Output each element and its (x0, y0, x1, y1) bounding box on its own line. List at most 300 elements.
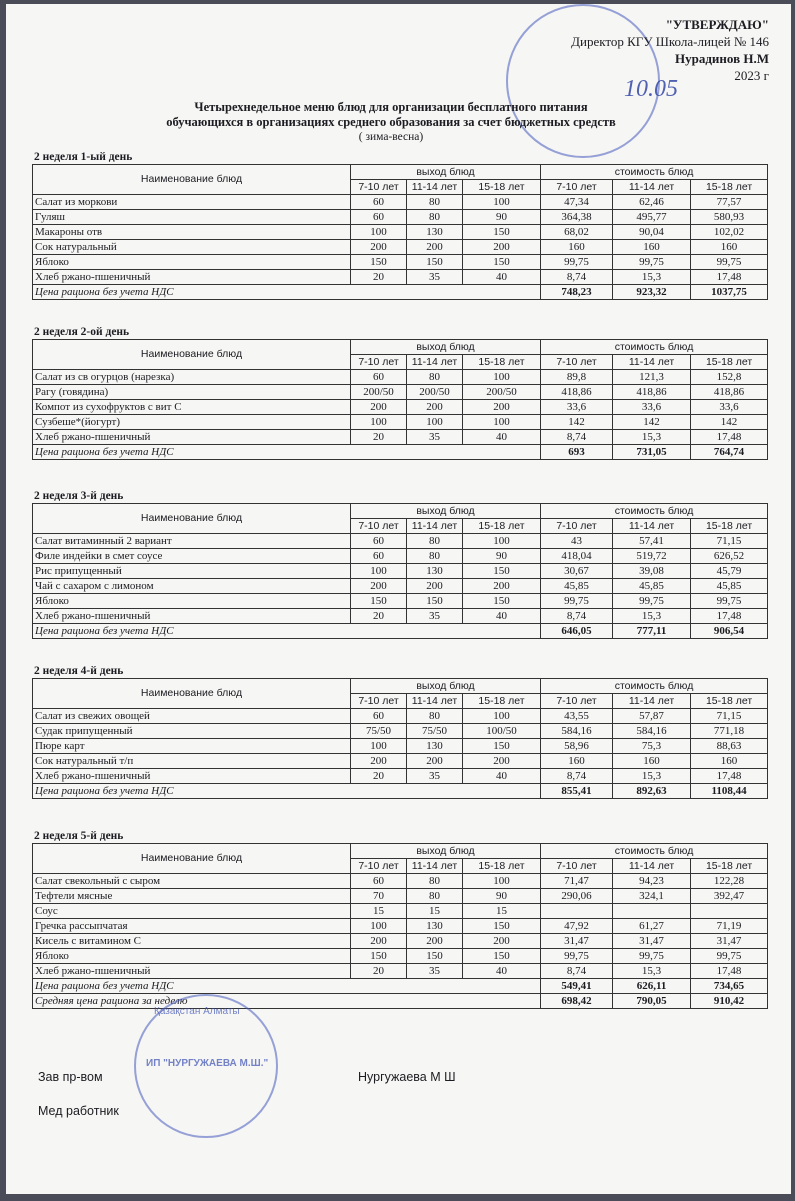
menu-table (32, 164, 768, 300)
dish-yield: 80 (407, 210, 463, 225)
dish-name: Гуляш (33, 210, 351, 225)
age-header: 11-14 лет (613, 519, 691, 534)
total-cost: 790,05 (613, 994, 691, 1009)
col-header-cost: стоимость блюд (541, 340, 768, 355)
dish-cost: 75,3 (613, 739, 691, 754)
dish-cost: 99,75 (541, 255, 613, 270)
dish-cost: 45,85 (613, 579, 691, 594)
dish-yield: 60 (351, 210, 407, 225)
dish-cost: 99,75 (691, 255, 768, 270)
col-header-yield: выход блюд (351, 679, 541, 694)
dish-cost: 45,79 (691, 564, 768, 579)
dish-cost: 33,6 (613, 400, 691, 415)
dish-cost: 418,86 (541, 385, 613, 400)
ration-total-row (33, 624, 768, 639)
col-header-name: Наименование блюд (33, 340, 351, 370)
dish-yield: 200/50 (463, 385, 541, 400)
age-header: 7-10 лет (351, 180, 407, 195)
dish-cost: 77,57 (691, 195, 768, 210)
total-cost: 549,41 (541, 979, 613, 994)
dish-cost: 71,15 (691, 709, 768, 724)
dish-cost: 392,47 (691, 889, 768, 904)
dish-yield: 80 (407, 874, 463, 889)
dish-cost: 99,75 (691, 594, 768, 609)
dish-cost: 580,93 (691, 210, 768, 225)
col-header-cost: стоимость блюд (541, 844, 768, 859)
ration-total-row (33, 979, 768, 994)
day-block (32, 325, 767, 460)
table-row (33, 400, 768, 415)
dish-cost: 33,6 (541, 400, 613, 415)
dish-yield: 60 (351, 874, 407, 889)
dish-cost: 88,63 (691, 739, 768, 754)
dish-yield: 100 (463, 534, 541, 549)
dish-cost (541, 904, 613, 919)
dish-yield: 150 (463, 919, 541, 934)
dish-name: Гречка рассыпчатая (33, 919, 351, 934)
dish-cost: 8,74 (541, 430, 613, 445)
total-cost: 855,41 (541, 784, 613, 799)
head-of-production-label: Зав пр-вом (38, 1070, 103, 1084)
approval-block (571, 16, 769, 84)
table-row (33, 579, 768, 594)
dish-yield: 200 (407, 754, 463, 769)
dish-cost: 15,3 (613, 270, 691, 285)
dish-name: Рагу (говядина) (33, 385, 351, 400)
day-title: 2 неделя 4-й день (34, 665, 124, 677)
dish-yield: 40 (463, 964, 541, 979)
age-header: 15-18 лет (691, 355, 768, 370)
table-row (33, 370, 768, 385)
age-header: 15-18 лет (463, 694, 541, 709)
dish-cost: 43 (541, 534, 613, 549)
table-row (33, 534, 768, 549)
kitchen-stamp-ring: Қазақстан Алматы (154, 1006, 240, 1017)
dish-yield: 15 (463, 904, 541, 919)
dish-yield: 40 (463, 270, 541, 285)
table-row (33, 255, 768, 270)
dish-yield: 80 (407, 195, 463, 210)
dish-yield: 35 (407, 609, 463, 624)
header-row (33, 844, 768, 859)
total-cost: 777,11 (613, 624, 691, 639)
dish-cost: 31,47 (691, 934, 768, 949)
age-header: 15-18 лет (691, 694, 768, 709)
dish-yield: 100 (463, 874, 541, 889)
dish-yield: 100 (351, 739, 407, 754)
total-cost: 892,63 (613, 784, 691, 799)
day-title: 2 неделя 1-ый день (34, 151, 133, 163)
day-block (32, 150, 767, 300)
dish-cost: 71,19 (691, 919, 768, 934)
dish-cost: 99,75 (613, 949, 691, 964)
dish-cost: 142 (541, 415, 613, 430)
dish-cost (613, 904, 691, 919)
day-title: 2 неделя 3-й день (34, 490, 124, 502)
dish-yield: 200 (407, 934, 463, 949)
dish-yield: 35 (407, 769, 463, 784)
dish-yield: 100 (407, 415, 463, 430)
table-row (33, 874, 768, 889)
dish-cost: 43,55 (541, 709, 613, 724)
dish-yield: 200 (463, 934, 541, 949)
day-block (32, 829, 767, 1009)
dish-yield: 150 (463, 255, 541, 270)
dish-yield: 200/50 (407, 385, 463, 400)
dish-yield: 100 (463, 415, 541, 430)
total-cost: 1108,44 (691, 784, 768, 799)
table-row (33, 415, 768, 430)
age-header: 15-18 лет (691, 180, 768, 195)
approval-title: "УТВЕРЖДАЮ" (665, 17, 769, 32)
dish-cost: 39,08 (613, 564, 691, 579)
col-header-name: Наименование блюд (33, 504, 351, 534)
dish-cost: 8,74 (541, 769, 613, 784)
dish-yield: 200 (351, 400, 407, 415)
dish-cost: 31,47 (541, 934, 613, 949)
dish-yield: 130 (407, 225, 463, 240)
col-header-yield: выход блюд (351, 165, 541, 180)
dish-name: Салат из св огурцов (нарезка) (33, 370, 351, 385)
dish-name: Салат из свежих овощей (33, 709, 351, 724)
table-row (33, 769, 768, 784)
age-header: 11-14 лет (407, 355, 463, 370)
dish-cost: 17,48 (691, 964, 768, 979)
header-row (33, 165, 768, 180)
dish-name: Судак припущенный (33, 724, 351, 739)
dish-cost: 17,48 (691, 270, 768, 285)
medical-worker-label: Мед работник (38, 1104, 119, 1118)
dish-cost: 626,52 (691, 549, 768, 564)
dish-cost: 122,28 (691, 874, 768, 889)
title-line-3: ( зима-весна) (358, 131, 424, 143)
dish-yield: 150 (407, 949, 463, 964)
dish-cost: 17,48 (691, 430, 768, 445)
dish-yield: 100 (463, 709, 541, 724)
dish-yield: 20 (351, 609, 407, 624)
dish-name: Сузбеше*(йогурт) (33, 415, 351, 430)
dish-yield: 150 (463, 739, 541, 754)
dish-yield: 35 (407, 270, 463, 285)
dish-yield: 60 (351, 549, 407, 564)
table-row (33, 430, 768, 445)
dish-cost: 160 (691, 240, 768, 255)
table-row (33, 385, 768, 400)
dish-name: Хлеб ржано-пшеничный (33, 270, 351, 285)
dish-cost: 15,3 (613, 769, 691, 784)
dish-cost: 584,16 (613, 724, 691, 739)
dish-name: Кисель с витамином С (33, 934, 351, 949)
age-header: 11-14 лет (613, 859, 691, 874)
dish-cost: 15,3 (613, 609, 691, 624)
dish-yield: 40 (463, 769, 541, 784)
header-row (33, 504, 768, 519)
dish-name: Яблоко (33, 255, 351, 270)
dish-yield: 200 (351, 579, 407, 594)
total-cost: 734,65 (691, 979, 768, 994)
age-header: 7-10 лет (351, 859, 407, 874)
dish-cost: 152,8 (691, 370, 768, 385)
table-row (33, 934, 768, 949)
total-cost: 906,54 (691, 624, 768, 639)
ration-total-row (33, 285, 768, 300)
table-row (33, 964, 768, 979)
age-header: 7-10 лет (541, 859, 613, 874)
dish-name: Хлеб ржано-пшеничный (33, 430, 351, 445)
dish-cost: 495,77 (613, 210, 691, 225)
dish-yield: 200 (463, 754, 541, 769)
age-header: 7-10 лет (351, 355, 407, 370)
dish-yield: 200 (463, 400, 541, 415)
table-row (33, 594, 768, 609)
age-header: 11-14 лет (407, 519, 463, 534)
dish-yield: 150 (463, 949, 541, 964)
dish-yield: 40 (463, 609, 541, 624)
dish-cost (691, 904, 768, 919)
dish-name: Филе индейки в смет соусе (33, 549, 351, 564)
dish-cost: 57,87 (613, 709, 691, 724)
age-header: 7-10 лет (541, 519, 613, 534)
table-row (33, 904, 768, 919)
dish-cost: 57,41 (613, 534, 691, 549)
approval-director: Нурадинов Н.М (675, 51, 769, 66)
dish-yield: 200 (407, 240, 463, 255)
menu-table (32, 843, 768, 1009)
age-header: 7-10 лет (541, 694, 613, 709)
dish-yield: 35 (407, 430, 463, 445)
day-title: 2 неделя 5-й день (34, 830, 124, 842)
dish-yield: 130 (407, 919, 463, 934)
dish-yield: 60 (351, 370, 407, 385)
dish-name: Соус (33, 904, 351, 919)
dish-cost: 160 (613, 240, 691, 255)
dish-cost: 45,85 (541, 579, 613, 594)
age-header: 7-10 лет (541, 355, 613, 370)
dish-cost: 102,02 (691, 225, 768, 240)
total-cost: 764,74 (691, 445, 768, 460)
age-header: 11-14 лет (613, 180, 691, 195)
dish-yield: 150 (407, 594, 463, 609)
table-row (33, 889, 768, 904)
document-page (6, 4, 791, 1194)
total-label: Цена рациона без учета НДС (33, 445, 541, 460)
dish-cost: 364,38 (541, 210, 613, 225)
dish-yield: 35 (407, 964, 463, 979)
dish-cost: 61,27 (613, 919, 691, 934)
dish-yield: 150 (463, 564, 541, 579)
table-row (33, 919, 768, 934)
age-header: 15-18 лет (463, 180, 541, 195)
dish-yield: 20 (351, 270, 407, 285)
dish-cost: 94,23 (613, 874, 691, 889)
dish-name: Рис припущенный (33, 564, 351, 579)
table-row (33, 564, 768, 579)
dish-cost: 418,86 (613, 385, 691, 400)
table-row (33, 609, 768, 624)
col-header-name: Наименование блюд (33, 679, 351, 709)
age-header: 11-14 лет (407, 180, 463, 195)
dish-cost: 8,74 (541, 964, 613, 979)
dish-cost: 17,48 (691, 609, 768, 624)
dish-name: Хлеб ржано-пшеничный (33, 609, 351, 624)
col-header-name: Наименование блюд (33, 165, 351, 195)
total-cost: 731,05 (613, 445, 691, 460)
dish-name: Хлеб ржано-пшеничный (33, 964, 351, 979)
dish-yield: 60 (351, 534, 407, 549)
dish-cost: 17,48 (691, 769, 768, 784)
total-cost: 646,05 (541, 624, 613, 639)
age-header: 15-18 лет (691, 859, 768, 874)
dish-yield: 200 (407, 579, 463, 594)
approval-position: Директор КГУ Школа-лицей № 146 (571, 34, 769, 49)
dish-yield: 200 (351, 240, 407, 255)
title-line-2: обучающихся в организациях среднего образования за счет бюджетных средств (166, 115, 616, 129)
dish-yield: 150 (463, 594, 541, 609)
total-cost: 910,42 (691, 994, 768, 1009)
age-header: 15-18 лет (463, 355, 541, 370)
table-row (33, 724, 768, 739)
dish-cost: 99,75 (541, 594, 613, 609)
dish-yield: 60 (351, 709, 407, 724)
dish-cost: 771,18 (691, 724, 768, 739)
dish-cost: 71,47 (541, 874, 613, 889)
dish-cost: 142 (613, 415, 691, 430)
col-header-cost: стоимость блюд (541, 679, 768, 694)
dish-yield: 150 (351, 255, 407, 270)
dish-yield: 100 (463, 195, 541, 210)
ration-total-row (33, 784, 768, 799)
total-cost: 1037,75 (691, 285, 768, 300)
dish-yield: 80 (407, 549, 463, 564)
dish-name: Салат из моркови (33, 195, 351, 210)
dish-name: Сок натуральный (33, 240, 351, 255)
dish-name: Компот из сухофруктов с вит С (33, 400, 351, 415)
age-header: 11-14 лет (613, 355, 691, 370)
dish-yield: 200 (351, 754, 407, 769)
table-row (33, 195, 768, 210)
menu-table (32, 503, 768, 639)
dish-yield: 100 (351, 415, 407, 430)
dish-yield: 130 (407, 739, 463, 754)
total-cost: 626,11 (613, 979, 691, 994)
dish-yield: 150 (351, 594, 407, 609)
dish-cost: 62,46 (613, 195, 691, 210)
dish-cost: 31,47 (613, 934, 691, 949)
col-header-cost: стоимость блюд (541, 165, 768, 180)
table-row (33, 754, 768, 769)
total-cost: 748,23 (541, 285, 613, 300)
dish-cost: 68,02 (541, 225, 613, 240)
dish-cost: 15,3 (613, 430, 691, 445)
dish-yield: 200 (463, 579, 541, 594)
dish-yield: 90 (463, 549, 541, 564)
dish-cost: 8,74 (541, 270, 613, 285)
dish-cost: 71,15 (691, 534, 768, 549)
dish-yield: 80 (407, 534, 463, 549)
total-label: Цена рациона без учета НДС (33, 979, 541, 994)
dish-name: Салат свекольный с сыром (33, 874, 351, 889)
table-row (33, 225, 768, 240)
dish-yield: 130 (407, 564, 463, 579)
dish-yield: 40 (463, 430, 541, 445)
dish-cost: 99,75 (613, 255, 691, 270)
header-row (33, 340, 768, 355)
dish-yield: 100/50 (463, 724, 541, 739)
dish-yield: 60 (351, 195, 407, 210)
age-header: 11-14 лет (407, 694, 463, 709)
table-row (33, 709, 768, 724)
dish-cost: 99,75 (541, 949, 613, 964)
dish-cost: 58,96 (541, 739, 613, 754)
dish-cost: 15,3 (613, 964, 691, 979)
dish-yield: 80 (407, 709, 463, 724)
col-header-yield: выход блюд (351, 844, 541, 859)
age-header: 7-10 лет (351, 519, 407, 534)
dish-cost: 99,75 (613, 594, 691, 609)
table-row (33, 549, 768, 564)
col-header-cost: стоимость блюд (541, 504, 768, 519)
menu-table (32, 678, 768, 799)
dish-cost: 584,16 (541, 724, 613, 739)
dish-cost: 89,8 (541, 370, 613, 385)
total-cost: 693 (541, 445, 613, 460)
dish-cost: 33,6 (691, 400, 768, 415)
dish-yield: 15 (351, 904, 407, 919)
dish-yield: 150 (407, 255, 463, 270)
dish-yield: 100 (351, 225, 407, 240)
dish-cost: 8,74 (541, 609, 613, 624)
page-title (156, 100, 626, 145)
approval-signature-date: 10.05 (624, 76, 678, 102)
dish-name: Чай с сахаром с лимоном (33, 579, 351, 594)
dish-cost: 142 (691, 415, 768, 430)
dish-cost: 99,75 (691, 949, 768, 964)
dish-cost: 160 (541, 240, 613, 255)
day-block (32, 489, 767, 639)
approval-year: 2023 г (734, 68, 769, 83)
age-header: 11-14 лет (613, 694, 691, 709)
table-row (33, 270, 768, 285)
age-header: 15-18 лет (463, 859, 541, 874)
total-label: Цена рациона без учета НДС (33, 285, 541, 300)
dish-cost: 30,67 (541, 564, 613, 579)
dish-cost: 418,04 (541, 549, 613, 564)
weekly-average-row (33, 994, 768, 1009)
dish-cost: 324,1 (613, 889, 691, 904)
dish-yield: 20 (351, 964, 407, 979)
dish-yield: 150 (463, 225, 541, 240)
dish-yield: 90 (463, 889, 541, 904)
dish-name: Яблоко (33, 594, 351, 609)
dish-cost: 160 (541, 754, 613, 769)
ration-total-row (33, 445, 768, 460)
col-header-yield: выход блюд (351, 504, 541, 519)
dish-yield: 80 (407, 889, 463, 904)
kitchen-stamp-text: ИП "НУРГУЖАЕВА М.Ш." (146, 1058, 269, 1069)
dish-yield: 200/50 (351, 385, 407, 400)
dish-cost: 290,06 (541, 889, 613, 904)
dish-cost: 519,72 (613, 549, 691, 564)
table-row (33, 949, 768, 964)
dish-yield: 70 (351, 889, 407, 904)
dish-name: Салат витаминный 2 вариант (33, 534, 351, 549)
dish-cost: 418,86 (691, 385, 768, 400)
menu-table (32, 339, 768, 460)
day-block (32, 664, 767, 799)
dish-yield: 100 (351, 564, 407, 579)
dish-cost: 45,85 (691, 579, 768, 594)
table-row (33, 739, 768, 754)
